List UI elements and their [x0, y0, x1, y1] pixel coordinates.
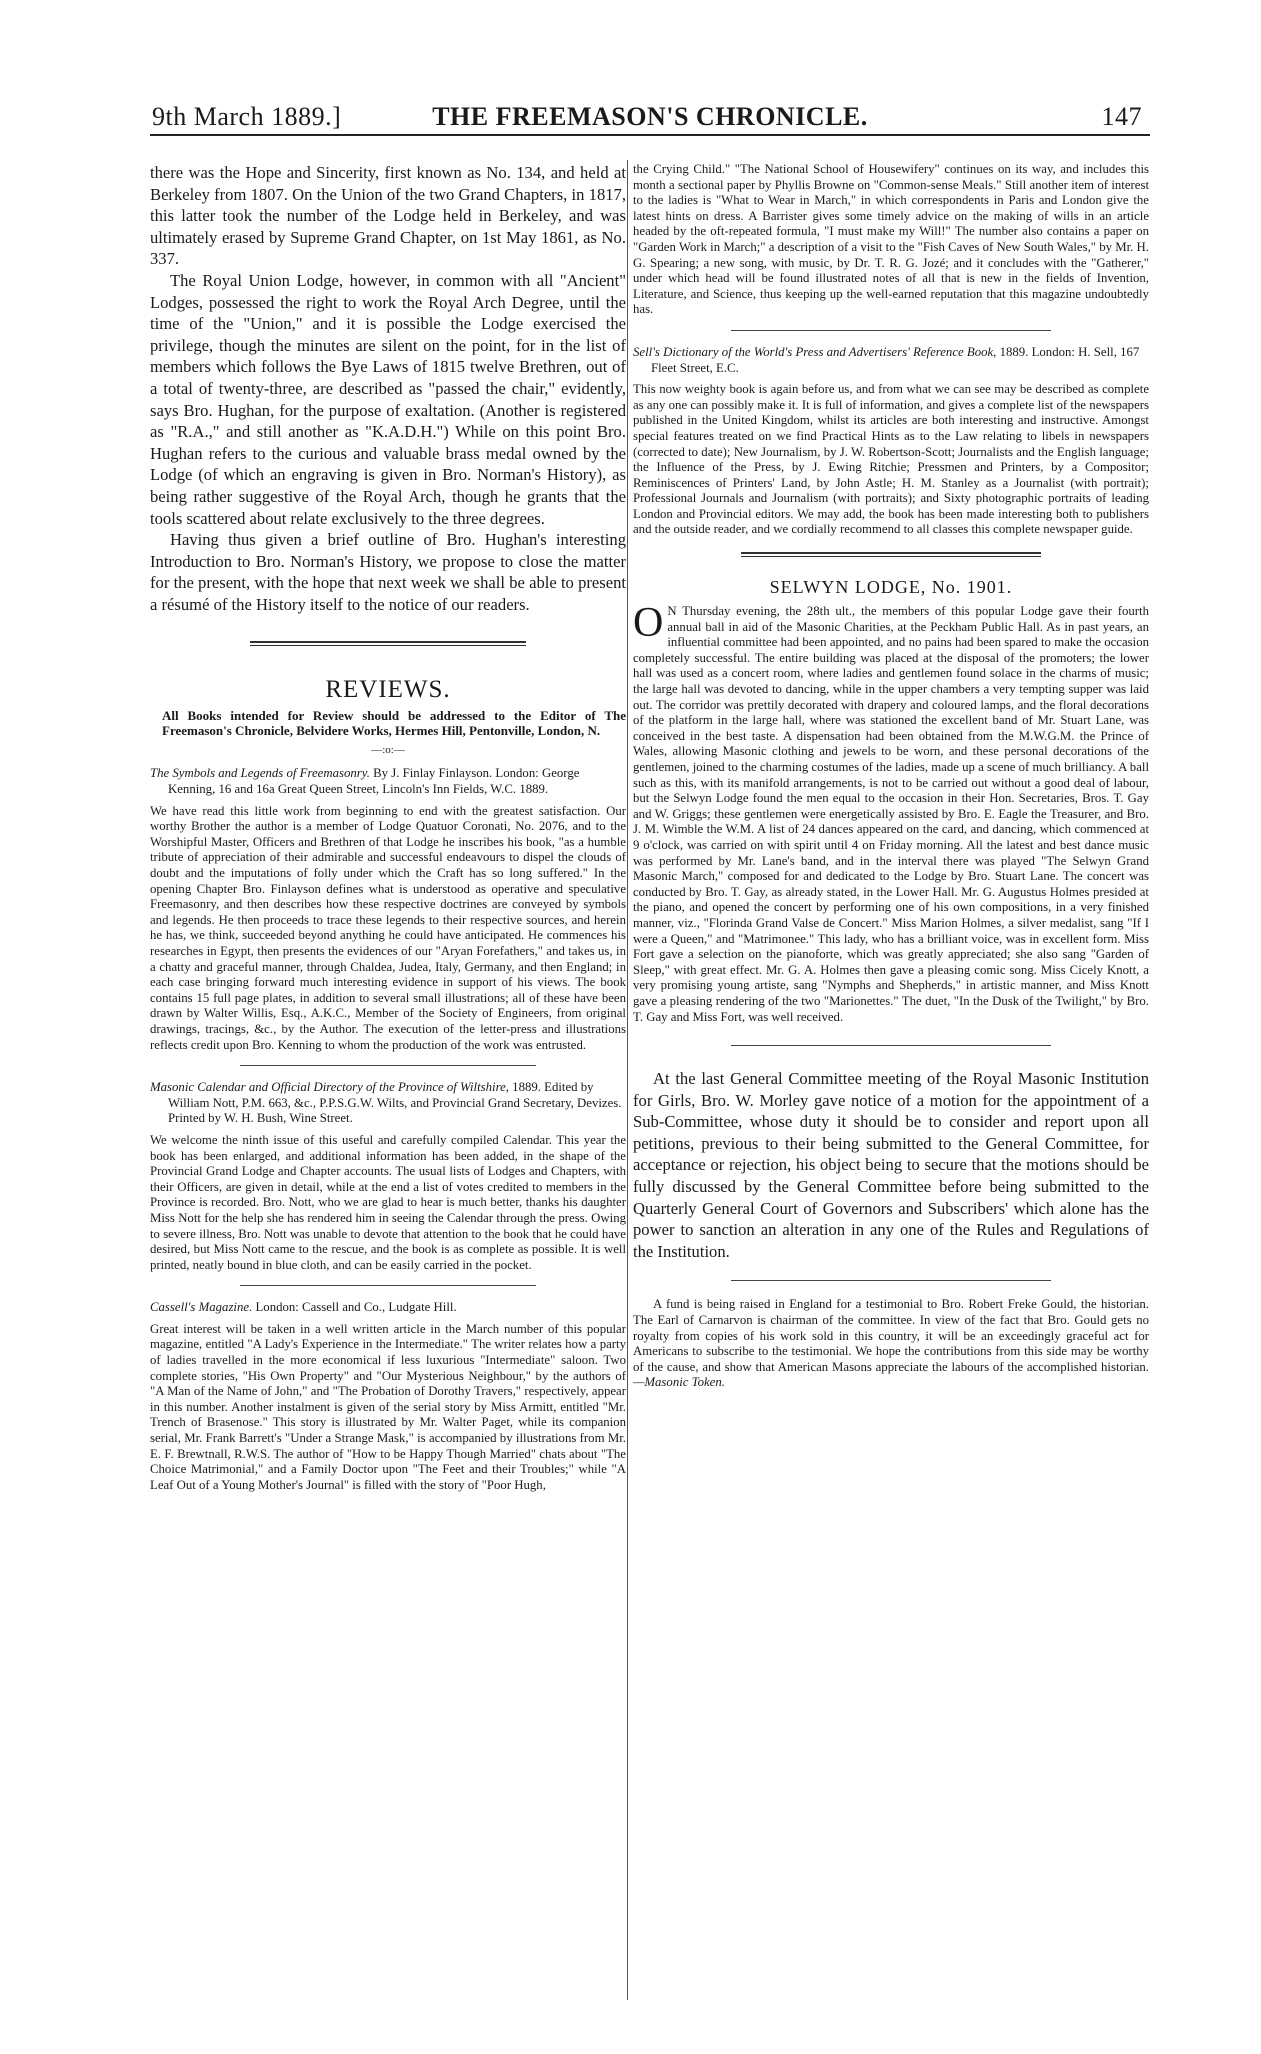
publication-title: THE FREEMASON'S CHRONICLE.: [432, 102, 868, 131]
review-citation: [150, 766, 626, 797]
column-divider: [627, 160, 628, 2000]
review-citation: [150, 1080, 626, 1127]
right-column: [633, 162, 1149, 2000]
review-divider: [240, 1285, 535, 1286]
issue-date: 9th March 1889.]: [152, 102, 342, 131]
lodge-report-text: N Thursday evening, the 28th ult., the members of this popular Lodge gave their fourth annual ball in aid of the Masonic Charities, at the Peckham Public Hall. As in past years, an influential committee had been appointed, and no pains had been spared to make the occasion completely successful. The entire building was placed at the disposal of the promoters; the lower hall was used as a concert room, where ladies and gentlemen found solace in the charms of music; the large hall was devoted to dancing, while in the upper chambers a very tempting supper was laid out. The corridor was prettily decorated with drapery and coloured lamps, and the floral decorations of the platform in the large hall, where was stationed the excellent band of Mr. Stuart Lane, was conceived in the best taste. A dispensation had been obtained from the M.W.G.M. the Prince of Wales, allowing Masonic clothing and jewels to be worn, and these personal decorations of the gentlemen, joined to the charming costumes of the ladies, made up a scene of much brilliancy. A ball such as this, with its manifold arrangements, is not to be carried out without a good deal of labour, but the Selwyn Lodge found the men equal to the occasion in their Hon. Secretaries, Bros. T. Gay and W. Griggs; these gentlemen were energetically assisted by Bro. E. Eagle the Treasurer, and Bro. J. M. Wimble the W.M. A list of 24 dances appeared on the card, and dancing, which commenced at 9 o'clock, was carried on with spirit until 4 on Friday morning. All the latest and best dance music was performed by Mr. Lane's band, and in the interval there was played "The Selwyn Grand Masonic March," composed for and dedicated to the Lodge by Bro. Stuart Lane. The concert was conducted by Bro. T. Gay, as already stated, in the Lower Hall. Mr. G. Augustus Holmes presided at the piano, and opened the concert by performing one of his own compositions, in a very finished manner, viz., "Florinda Grand Valse de Concert." Miss Marion Holmes, a silver medalist, sang "If I were a Queen," and "Matrimonee." This lady, who has a brilliant voice, was in excellent form. Miss Fort gave a selection on the pianoforte, which was greatly appreciated; she also sang "Garden of Sleep," with great effect. Mr. G. A. Holmes then gave a pleasing comic song. Miss Cicely Knott, a very promising young artiste, sang "Nymphs and Shepherds," in artistic manner, and Miss Knott gave a pleasing rendering of the two "Marionettes." The duet, "In the Dusk of the Twilight," by Bro. T. Gay and Miss Fort, was well received.: [633, 604, 1149, 1024]
section-divider: [731, 1280, 1051, 1281]
lodge-history-paragraph-2: The Royal Union Lodge, however, in common with all "Ancient" Lodges, possessed the right to work the Royal Arch Degree, until the time of the "Union," and it is possible the Lodge exercised the privilege, though the minutes are silent on the point, for in the list of members which follows the Bye Laws of 1815 twelve Brethren, out of a total of twenty-three, are described as "passed the chair," evidently, says Bro. Hughan, for the purpose of exaltation. (Another is registered as "R.A.," and still another as "K.A.D.H.") While on this point Bro. Hughan refers to the curious and valuable brass medal owned by the Lodge (of which an engraving is given in Bro. Norman's History), as being rather suggestive of the Royal Arch, though he grants that the tools scattered about relate exclusively to the three degrees.: [150, 270, 626, 528]
review-book-details: 1889. Edited by William Nott, P.M. 663, &c., P.P.S.G.W. Wilts, and Provincial Grand Secretary, Devizes. Printed by W. H. Bush, Wine Street.: [168, 1080, 622, 1126]
lodge-report-heading: SELWYN LODGE, No. 1901.: [769, 577, 1013, 598]
reviews-heading: REVIEWS.: [325, 676, 451, 704]
committee-notice: At the last General Committee meeting of the Royal Masonic Institution for Girls, Bro. W. Morley gave notice of a motion for the appointment of a Sub-Committee, whose duty it should be to consider and report upon all petitions, previous to their being submitted to the General Committee, for acceptance or rejection, his object being to secure that the motions should be fully discussed by the General Committee before being submitted to the Quarterly General Court of Governors and Subscribers' which alone has the power to sanction an alteration in any one of the Rules and Regulations of the Institution.: [633, 1069, 1149, 1261]
ornamental-separator: —:o:—: [371, 744, 405, 757]
reviews-notice: All Books intended for Review should be addressed to the Editor of The Freemason's Chronicle, Belvidere Works, Hermes Hill, Pentonville, London, N.: [162, 708, 626, 739]
section-rule: [250, 641, 526, 646]
review-book-title: Cassell's Magazine.: [150, 1300, 253, 1315]
section-divider: [731, 1045, 1051, 1046]
review-divider: [240, 1065, 535, 1066]
review-body: Great interest will be taken in a well written article in the March number of this popular magazine, entitled "A Lady's Experience in the Intermediate." The writer relates how a party of ladies travelled in the more economical if less luxurious "Intermediate" saloon. Two complete stories, "His Own Property" and "Our Mysterious Neighbour," by the authors of "A Man of the Name of John," and "The Probation of Dorothy Travers," respectively, appear in this number. Another instalment is given of the serial story by Miss Armitt, entitled "Mr. Trench of Brasenose." This story is illustrated by Mr. Walter Paget, while its companion serial, Mr. Frank Barrett's "Under a Strange Mask," is accompanied by illustrations from Mr. E. F. Brewtnall, R.W.S. The author of "How to be Happy Though Married" chats about "The Choice Matrimonial," and a Family Doctor upon "The Feet and their Troubles;" while "A Leaf Out of a Young Mother's Journal" is filled with the story of "Poor Hugh,: [150, 1321, 626, 1492]
review-divider: [731, 330, 1051, 331]
review-book-details: London: Cassell and Co., Ludgate Hill.: [255, 1300, 457, 1315]
review-book-details: By J. Finlay Finlayson. London: George Kenning, 16 and 16a Great Queen Street, Lincoln's Inn Fields, W.C. 1889.: [168, 766, 580, 797]
review-body-continued: the Crying Child." "The National School of Housewifery" continues on its way, and includes this month a sectional paper by Phyllis Browne on "Common-sense Meals." Still another item of interest to the ladies is "What to Wear in March," in which correspondents in Paris and London give the latest hints on dress. A Barrister gives some timely advice on the making of wills in an article headed by the oft-repeated formula, "I must make my Will!" The number also contains a paper on "Garden Work in March;" a description of a visit to the "Fish Caves of New South Wales," by Mr. H. G. Spearing; a new song, with music, by Dr. T. R. G. Jozé; and it concludes with the "Gatherer," under which head will be found illustrated notes of all that is new in the fields of Invention, Literature, and Science, thus keeping up the well-earned reputation that this magazine undoubtedly has.: [633, 162, 1149, 317]
lodge-history-paragraph-1: there was the Hope and Sincerity, first known as No. 134, and held at Berkeley from 1807. On the Union of the two Grand Chapters, in 1817, this latter took the number of the Lodge held in Berkeley, and was ultimately erased by Supreme Grand Chapter, on 1st May 1861, as No. 337.: [150, 163, 626, 269]
lodge-report-body: [633, 600, 1149, 1025]
drop-cap: O: [633, 600, 664, 647]
review-body: This now weighty book is again before us, and from what we can see may be described as complete as any one can possibly make it. It is full of information, and gives a complete list of the newspapers published in the United Kingdom, whilst its articles are both interesting and instructive. Amongst special features treated on we find Practical Hints as to the Law relating to libels in newspapers (corrected to date); New Journalism, by J. W. Robertson-Scott; Journalists and the English language; the Influence of the Press, by J. Ewing Ritchie; Pressmen and Printers, by a Compositor; Reminiscences of Printers' Land, by John Astle; H. M. Stanley as a Journalist (with portrait); Professional Journals and Journalism (with portraits); and Sixty photographic portraits of leading London and Provincial editors. We may add, the book has been made interesting both to publishers and the outside reader, and we cordially recommend to all classes this complete newspaper guide.: [633, 382, 1149, 537]
lodge-history-paragraph-3: Having thus given a brief outline of Bro. Hughan's interesting Introduction to Bro. Norman's History, we propose to close the matter for the present, with the hope that next week we shall be able to present a résumé of the History itself to the notice of our readers.: [150, 530, 626, 614]
review-body: We welcome the ninth issue of this useful and carefully compiled Calendar. This year the book has been enlarged, and additional information has been added, in the shape of the Provincial Grand Lodge and Chapter accounts. The usual lists of Lodges and Chapters, with their Officers, are given in detail, while at the end a list of votes credited to members in the Province is recorded. Bro. Nott, who we are glad to hear is much better, thanks his daughter Miss Nott for the help she has rendered him in seeing the Calendar through the press. Owing to severe illness, Bro. Nott was unable to devote that attention to the book that he could have desired, but Miss Nott came to the rescue, and the book is as complete as possible. It is well printed, neatly bound in blue cloth, and can be easily carried in the pocket.: [150, 1132, 626, 1272]
review-book-details: 1889. London: H. Sell, 167 Fleet Street, E.C.: [651, 344, 1140, 375]
review-book-title: Sell's Dictionary of the World's Press and Advertisers' Reference Book,: [633, 344, 997, 359]
review-citation: [150, 1300, 626, 1316]
review-body: We have read this little work from beginning to end with the greatest satisfaction. Our worthy Brother the author is a member of Lodge Quatuor Coronati, No. 2076, and to the Worshipful Master, Officers and Brethren of that Lodge he inscribes his book, "as a humble tribute of appreciation of their admirable and successful endeavours to dispel the clouds of doubt and the imputations of folly under which the Craft has so long suffered." In the opening Chapter Bro. Finlayson defines what is understood as operative and speculative Freemasonry, and then describes how these respective doctrines are conveyed by symbols and legends. He then proceeds to trace these legends to their respective sources, and herein he has, we think, succeeded beyond anything he could have anticipated. He commences his researches in Egypt, then presents the evidences of our "Aryan Forefathers," and takes us, in a chatty and graceful manner, through Chaldea, Judea, Italy, Germany, and then England; in each case bringing forward much interesting evidence in support of his views. The book contains 15 full page plates, in addition to several small illustrations; all of these have been drawn by Walter Willis, Esq., A.K.C., Member of the Society of Engineers, from original drawings, tracings, &c., by the Author. The execution of the letter-press and illustrations reflects credit upon Bro. Kenning to whom the production of the work was entrusted.: [150, 803, 626, 1052]
testimonial-fund-notice: [633, 1297, 1149, 1391]
page-number: 147: [1101, 102, 1142, 131]
left-column: [150, 162, 626, 2000]
review-citation: [633, 345, 1149, 376]
page-header: [150, 100, 1150, 136]
testimonial-fund-text: A fund is being raised in England for a testimonial to Bro. Robert Freke Gould, the historian. The Earl of Carnarvon is chairman of the committee. In view of the fact that Bro. Gould gets no royalty from copies of his work sold in this country, it will be an exceedingly graceful act for Americans to subscribe to the testimonial. We hope the contributions from this side may be worthy of the cause, and show that American Masons appreciate the labours of the accomplished historian.: [633, 1297, 1149, 1374]
source-attribution: —Masonic Token.: [633, 1375, 725, 1390]
review-book-title: The Symbols and Legends of Freemasonry.: [150, 766, 370, 781]
review-book-title: Masonic Calendar and Official Directory of the Province of Wiltshire,: [150, 1080, 509, 1095]
